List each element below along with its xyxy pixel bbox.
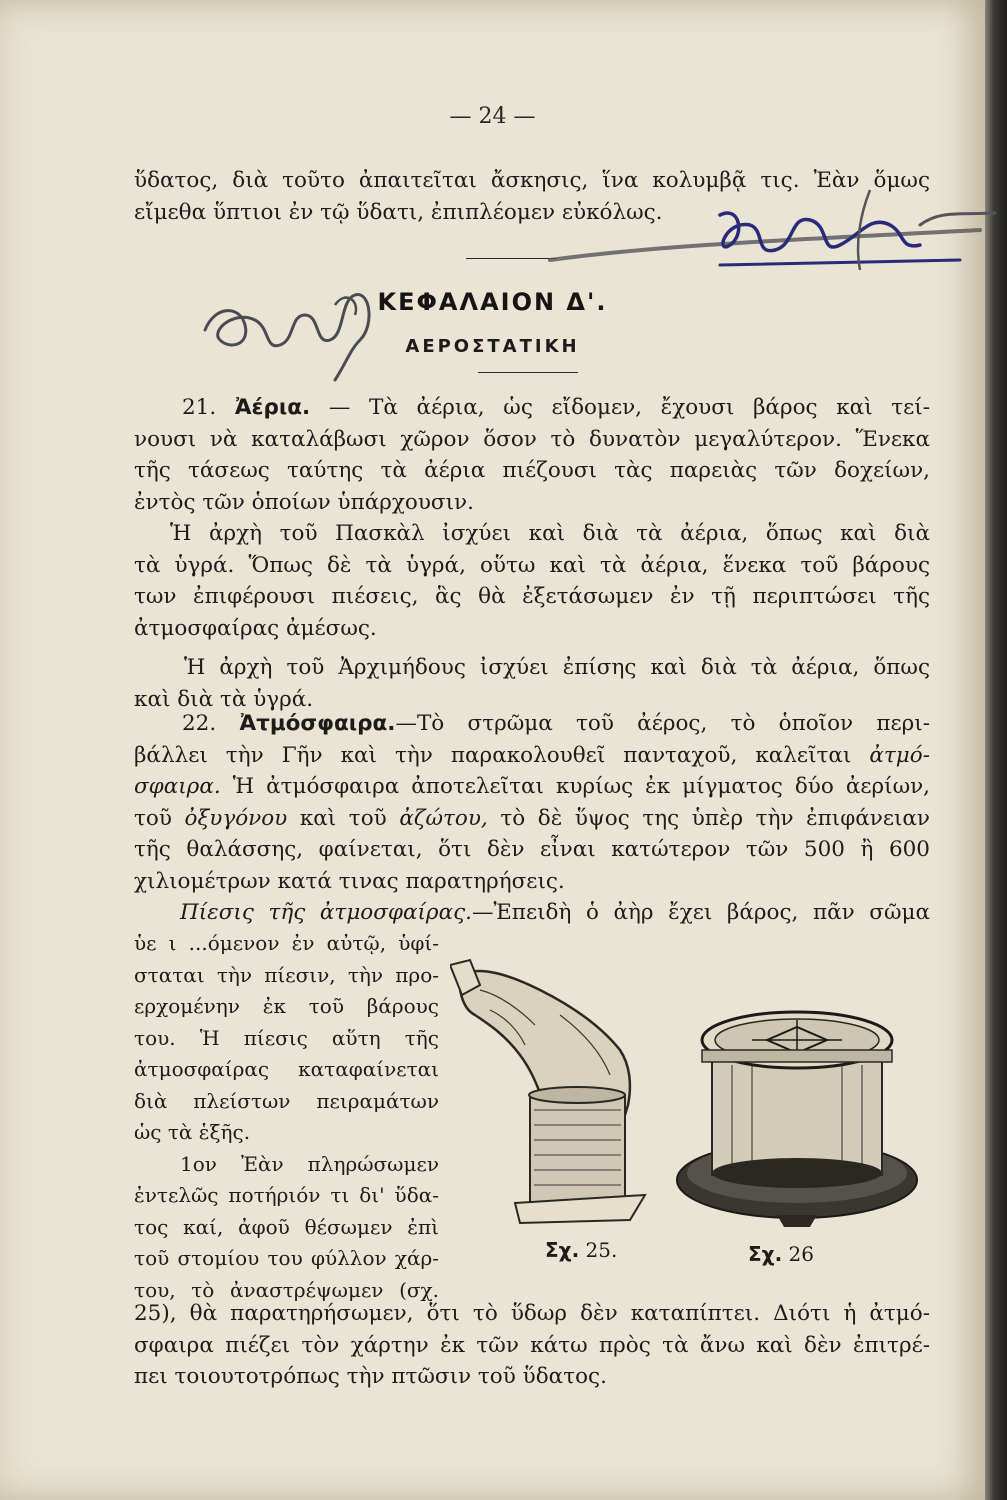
exp1-marker: 1ον [180, 1151, 217, 1176]
s21-line-3: τῆς τάσεως ταύτης τὰ ἀέρια πιέζουσι τὰς παρειὰς τῶν δοχείων, [134, 458, 930, 483]
s21-p2-line-2: τὰ ὑγρά. Ὅπως δὲ τὰ ὑγρά, οὕτω καὶ τὰ ἀέρια, ἕνεκα τοῦ βάρους [134, 552, 930, 578]
fig26-caption-prefix: Σχ. [748, 1242, 783, 1266]
s22-line-6: χιλιομέτρων κατά τινας παρατηρήσεις. [134, 868, 565, 894]
fig26-caption-number: 26 [788, 1242, 814, 1266]
final-line-2: σφαιρα πιέζει τὸν χάρτην ἐκ τῶν κάτω πρὸς τὰ ἄνω καὶ δὲν ἐπιτρέ- [134, 1332, 930, 1358]
s22-line-5: τῆς θαλάσσης, φαίνεται, ὅτι δὲν εἶναι κατώτερον τῶν 500 ἢ 600 [134, 837, 930, 862]
final-paragraph [134, 1298, 930, 1393]
s22-line-4a: τοῦ [134, 805, 172, 831]
pressure-first-text: —Ἐπειδὴ ὁ ἀὴρ ἔχει βάρος, πᾶν σῶμα [471, 900, 930, 925]
intro-line-2: εἴμεθα ὕπτιοι ἐν τῷ ὕδατι, ἐπιπλέομεν εὐκόλως. [134, 199, 663, 225]
s21-number: 21. [182, 395, 217, 420]
figure-26-caption [748, 1242, 814, 1266]
chapter-title: ΚΕΦΑΛΑΙΟΝ Δ'. [377, 288, 608, 316]
s21-first-text: — Τὰ ἀέρια, ὡς εἴδομεν, ἔχουσι βάρος καὶ τεί- [328, 395, 931, 420]
figure-26-illustration [672, 1005, 922, 1230]
exp1-line-5: του, τὸ ἀναστρέψωμεν (σχ. [134, 1277, 439, 1302]
s22-line-2 [134, 740, 930, 772]
s22-line-4-oxygen: ὀξυγόνου [184, 805, 288, 831]
narrow-line-7: ὡς τὰ ἑξῆς. [134, 1120, 251, 1144]
section-title: ΑΕΡΟΣΤΑΤΙΚΗ [405, 336, 580, 357]
pressure-first-line [134, 897, 930, 929]
s22-line-2-italic: ἀτμό- [869, 742, 930, 768]
s21-p3-line-1: Ἡ ἀρχὴ τοῦ Ἀρχιμήδους ἰσχύει ἐπίσης καὶ διὰ τὰ ἀέρια, ὅπως [184, 655, 930, 680]
narrow-line-5: ἀτμοσφαίρας καταφαίνεται [134, 1057, 439, 1081]
s22-line-4b: καὶ τοῦ [299, 805, 387, 831]
figure-25-caption [545, 1238, 617, 1262]
s21-p2-line-4: ἀτμοσφαίρας ἀμέσως. [134, 615, 377, 641]
s22-line-4c: τὸ δὲ ὕψος της ὑπὲρ τὴν ἐπιφάνειαν [500, 805, 931, 831]
pressure-heading: Πίεσις τῆς ἀτμοσφαίρας. [180, 900, 472, 925]
pressure-narrow-column [134, 928, 439, 1306]
section-22 [134, 708, 930, 929]
s22-line-3-italic: σφαιρα. [134, 774, 221, 799]
final-line-3: πει τοιουτοτρόπως τὴν πτῶσιν τοῦ ὕδατος. [134, 1364, 607, 1389]
s21-p2-line-1: Ἡ ἀρχὴ τοῦ Πασκὰλ ἰσχύει καὶ διὰ τὰ ἀέρια, ὅπως καὶ διὰ [170, 521, 930, 546]
s22-first-text: —Τὸ στρῶμα τοῦ ἀέρος, τὸ ὁποῖον περι- [395, 711, 930, 736]
s22-line-2-text: βάλλει τὴν Γῆν καὶ τὴν παρακολουθεῖ πανταχοῦ, καλεῖται [134, 742, 852, 768]
narrow-line-6: διὰ πλείστων πειραμάτων [134, 1088, 439, 1113]
s22-line-1 [134, 708, 930, 740]
s22-number: 22. [182, 711, 217, 736]
narrow-line-1: ὑε ι ...όμενον ἐν αὐτῷ, ὑφί- [134, 931, 439, 955]
title-underline [478, 372, 578, 373]
page-number: — 24 — [449, 104, 536, 129]
s22-line-3-text: Ἡ ἀτμόσφαιρα ἀποτελεῖται κυρίως ἐκ μίγματος δύο ἀερίων, [232, 774, 930, 799]
s22-line-4 [134, 803, 930, 835]
exp1-line-3: τος καί, ἀφοῦ θέσωμεν ἐπὶ [134, 1214, 439, 1239]
fig25-caption-prefix: Σχ. [545, 1238, 580, 1262]
s21-p2-line-3: των ἐπιφέρουσι πιέσεις, ἃς θὰ ἐξετάσωμεν ἐν τῇ περιπτώσει τῆς [134, 584, 930, 609]
final-line-1: 25), θὰ παρατηρήσωμεν, ὅτι τὸ ὕδωρ δὲν καταπίπτει. Διότι ἡ ἀτμό- [134, 1301, 930, 1326]
s22-heading: Ἀτμόσφαιρα. [239, 711, 396, 736]
s22-line-4-nitrogen: ἀζώτου, [399, 805, 488, 831]
s21-line-1 [134, 392, 930, 424]
section-21 [134, 392, 930, 715]
narrow-line-3: ερχομένην ἐκ τοῦ βάρους [134, 994, 439, 1018]
s21-heading: Ἀέρια. [234, 395, 311, 420]
exp1-line-1 [134, 1149, 439, 1181]
handwritten-signature [540, 175, 1000, 285]
figure-25-illustration [450, 955, 660, 1230]
s21-line-4: ἐντὸς τῶν ὁποίων ὑπάρχουσιν. [134, 489, 474, 515]
s21-p3-line-2: καὶ διὰ τὰ ὑγρά. [134, 686, 314, 712]
fig25-caption-number: 25. [585, 1238, 618, 1262]
s22-line-3 [134, 771, 930, 803]
exp1-first-text: Ἐὰν πληρώσωμεν [240, 1151, 439, 1176]
exp1-line-2: ἐντελῶς ποτήριόν τι δι' ὕδα- [134, 1183, 439, 1207]
handwritten-initials [195, 270, 395, 385]
exp1-line-4: τοῦ στομίου του φύλλον χάρ- [134, 1246, 439, 1270]
narrow-line-4: του. Ἡ πίεσις αὕτη τῆς [134, 1025, 439, 1050]
intro-line-1: ὕδατος, διὰ τοῦτο ἀπαιτεῖται ἄσκησις, ἵνα κολυμβᾷ τις. Ἐὰν ὅμως [134, 168, 930, 193]
s21-line-2: νουσι νὰ καταλάβωσι χῶρον ὅσον τὸ δυνατὸν μεγαλύτερον. Ἕνεκα [134, 426, 930, 452]
narrow-line-2: σταται τὴν πίεσιν, τὴν προ- [134, 962, 439, 987]
